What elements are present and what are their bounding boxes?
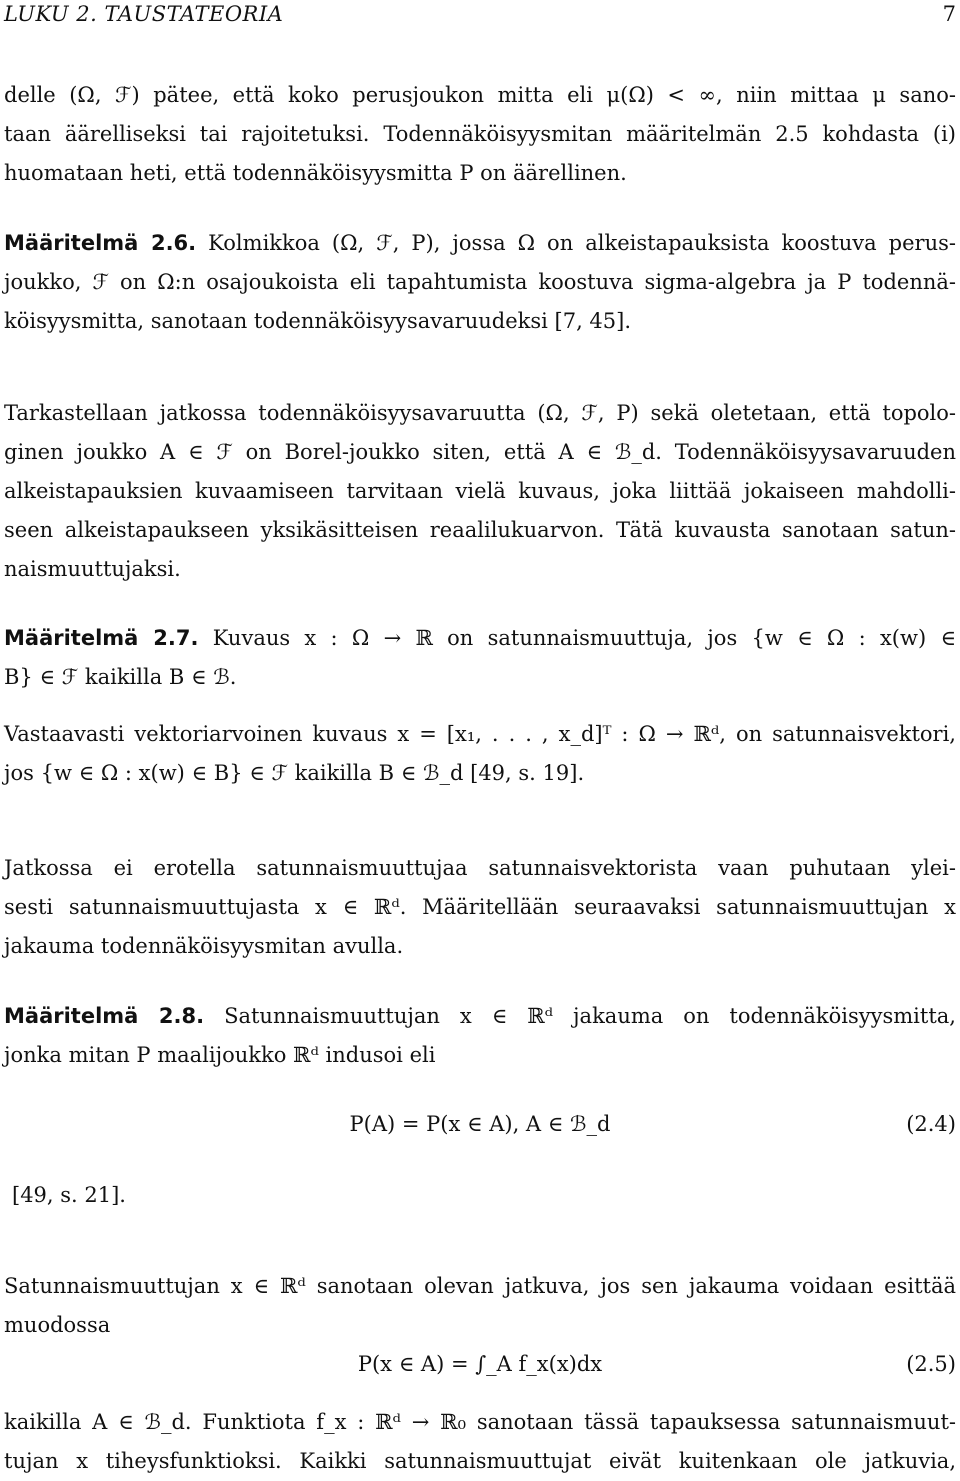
page-number: 7 <box>942 2 956 26</box>
text-line: Määritelmä 2.6. Kolmikkoa (Ω, ℱ, P), jossa Ω on alkeistapauksista koostuva perus- <box>4 231 956 255</box>
text-line: Satunnaismuuttujan x ∈ ℝᵈ sanotaan olevan jatkuva, jos sen jakauma voidaan esittää <box>4 1274 956 1298</box>
definition-label: Määritelmä 2.6. <box>4 231 197 255</box>
paragraph-random-vector <box>4 715 956 793</box>
running-header <box>4 2 956 28</box>
equation-number: (2.5) <box>906 1352 956 1376</box>
equation-2-5 <box>4 1344 956 1384</box>
text-line: seen alkeistapaukseen yksikäsitteisen reaalilukuarvon. Tätä kuvausta sanotaan satun- <box>4 518 956 542</box>
equation-body: P(A) = P(x ∈ A), A ∈ ℬ_d <box>349 1112 611 1136</box>
text-line: Vastaavasti vektoriarvoinen kuvaus x = [x₁, . . . , x_d]ᵀ : Ω → ℝᵈ, on satunnaisvektori, <box>4 722 956 746</box>
text-line: joukko, ℱ on Ω:n osajoukoista eli tapahtumista koostuva sigma-algebra ja P todennä- <box>4 270 956 294</box>
text-line: jakauma todennäköisyysmitan avulla. <box>4 934 404 958</box>
paragraph-density-function <box>4 1403 956 1481</box>
text-line: huomataan heti, että todennäköisyysmitta P on äärellinen. <box>4 161 627 185</box>
text-line: alkeistapauksien kuvaamiseen tarvitaan vielä kuvaus, joka liittää jokaiseen mahdolli- <box>4 479 956 503</box>
definition-label: Määritelmä 2.7. <box>4 626 199 650</box>
paragraph-random-variable <box>4 849 956 966</box>
text-line: jos {w ∈ Ω : x(w) ∈ B} ∈ ℱ kaikilla B ∈ ℬ_d [49, s. 19]. <box>4 761 585 785</box>
text-line: Jatkossa ei erotella satunnaismuuttujaa satunnaisvektorista vaan puhutaan ylei- <box>4 856 956 880</box>
paragraph-measure-finite <box>4 76 956 193</box>
paragraph-probability-space <box>4 394 956 589</box>
definition-2-6 <box>4 224 956 341</box>
text-line: Määritelmä 2.8. Satunnaismuuttujan x ∈ ℝᵈ jakauma on todennäköisyysmitta, <box>4 1004 956 1028</box>
text-line: taan äärelliseksi tai rajoitetuksi. Todennäköisyysmitan määritelmän 2.5 kohdasta (i) <box>4 122 956 146</box>
definition-label: Määritelmä 2.8. <box>4 1004 205 1028</box>
text-line: Määritelmä 2.7. Kuvaus x : Ω → ℝ on satunnaismuuttuja, jos {w ∈ Ω : x(w) ∈ <box>4 626 956 650</box>
text-line: Tarkastellaan jatkossa todennäköisyysavaruutta (Ω, ℱ, P) sekä oletetaan, että topolo- <box>4 401 956 425</box>
text-line: ginen joukko A ∈ ℱ on Borel-joukko siten, että A ∈ ℬ_d. Todennäköisyysavaruuden <box>4 440 956 464</box>
definition-2-8 <box>4 997 956 1075</box>
equation-number: (2.4) <box>906 1112 956 1136</box>
text-line: jonka mitan P maalijoukko ℝᵈ indusoi eli <box>4 1043 436 1067</box>
text-line: naismuuttujaksi. <box>4 557 181 581</box>
text-line: sesti satunnaismuuttujasta x ∈ ℝᵈ. Määritellään seuraavaksi satunnaismuuttujan x <box>4 895 956 919</box>
text-line: delle (Ω, ℱ) pätee, että koko perusjoukon mitta eli μ(Ω) < ∞, niin mittaa μ sano- <box>4 83 956 107</box>
equation-body: P(x ∈ A) = ∫_A f_x(x)dx <box>357 1352 603 1376</box>
text-line: tujan x tiheysfunktioksi. Kaikki satunnaismuuttujat eivät kuitenkaan ole jatkuvia, <box>4 1449 956 1473</box>
text-line: B} ∈ ℱ kaikilla B ∈ ℬ. <box>4 665 237 689</box>
equation-2-4 <box>4 1104 956 1144</box>
chapter-title: LUKU 2. TAUSTATEORIA <box>4 2 284 26</box>
text-line: köisyysmitta, sanotaan todennäköisyysavaruudeksi [7, 45]. <box>4 309 632 333</box>
text-line: kaikilla A ∈ ℬ_d. Funktiota f_x : ℝᵈ → ℝ₀ sanotaan tässä tapauksessa satunnaismuut- <box>4 1410 956 1434</box>
citation: [49, s. 21]. <box>12 1183 126 1207</box>
definition-2-7 <box>4 619 956 697</box>
text-line: muodossa <box>4 1313 111 1337</box>
paragraph-continuous <box>4 1267 956 1345</box>
